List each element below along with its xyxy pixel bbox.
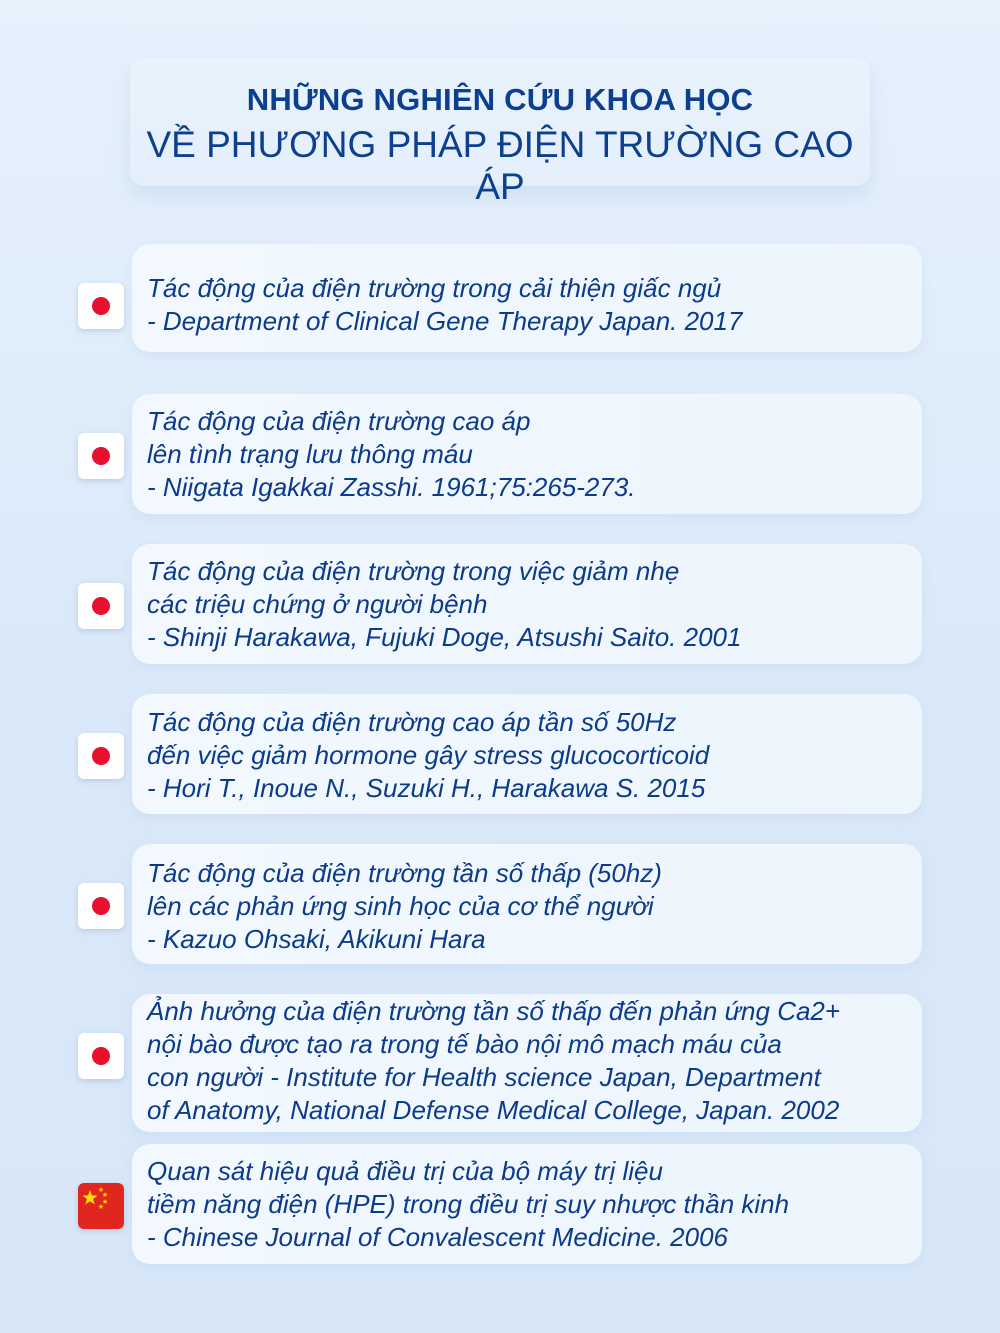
study-line: con người - Institute for Health science Japan, Department [147,1062,821,1092]
study-line: Ảnh hưởng của điện trường tần số thấp đến phản ứng Ca2+ [147,996,841,1026]
japan-flag-icon [78,733,124,779]
study-line: of Anatomy, National Defense Medical College, Japan. 2002 [147,1095,840,1125]
study-line: tiềm năng điện (HPE) trong điều trị suy nhược thần kinh [147,1189,790,1219]
study-card-3 [132,544,922,664]
study-line: đến việc giảm hormone gây stress glucocorticoid [147,740,710,770]
japan-flag-icon [78,583,124,629]
study-line: Tác động của điện trường cao áp [147,406,531,436]
study-line: Tác động của điện trường tần số thấp (50hz) [147,858,662,888]
study-text-4 [147,706,709,805]
japan-flag-icon [78,883,124,929]
japan-flag-icon [78,283,124,329]
study-text-3 [147,555,741,654]
japan-flag-icon [78,433,124,479]
study-card-6 [132,994,922,1132]
study-line: - Hori T., Inoue N., Suzuki H., Harakawa S. 2015 [147,773,706,803]
study-line: Tác động của điện trường cao áp tần số 50Hz [147,707,677,737]
japan-flag-icon [78,1033,124,1079]
study-line: Tác động của điện trường trong cải thiện giấc ngủ [147,273,722,303]
study-text-7 [147,1155,789,1254]
study-line: - Niigata Igakkai Zasshi. 1961;75:265-273. [147,472,636,502]
study-text-1 [147,272,742,338]
study-line: Tác động của điện trường trong việc giảm nhẹ [147,556,680,586]
study-line: - Kazuo Ohsaki, Akikuni Hara [147,924,486,954]
study-card-1 [132,244,922,352]
study-text-6 [147,995,840,1127]
study-line: nội bào được tạo ra trong tế bào nội mô mạch máu của [147,1029,782,1059]
title-panel [130,58,870,207]
study-line: lên tình trạng lưu thông máu [147,439,473,469]
study-card-5 [132,844,922,964]
study-text-5 [147,857,662,956]
china-flag-icon [78,1183,124,1229]
study-line: - Chinese Journal of Convalescent Medicine. 2006 [147,1222,729,1252]
study-line: - Department of Clinical Gene Therapy Japan. 2017 [147,306,743,336]
study-card-7 [132,1144,922,1264]
study-card-4 [132,694,922,814]
study-text-2 [147,405,636,504]
page-title-line2: VỀ PHƯƠNG PHÁP ĐIỆN TRƯỜNG CAO ÁP [146,124,854,207]
page-title-line1: NHỮNG NGHIÊN CỨU KHOA HỌC [246,82,754,117]
study-line: - Shinji Harakawa, Fujuki Doge, Atsushi Saito. 2001 [147,622,742,652]
study-card-2 [132,394,922,514]
study-line: Quan sát hiệu quả điều trị của bộ máy trị liệu [147,1156,663,1186]
study-line: lên các phản ứng sinh học của cơ thể người [147,891,654,921]
study-line: các triệu chứng ở người bệnh [147,589,488,619]
